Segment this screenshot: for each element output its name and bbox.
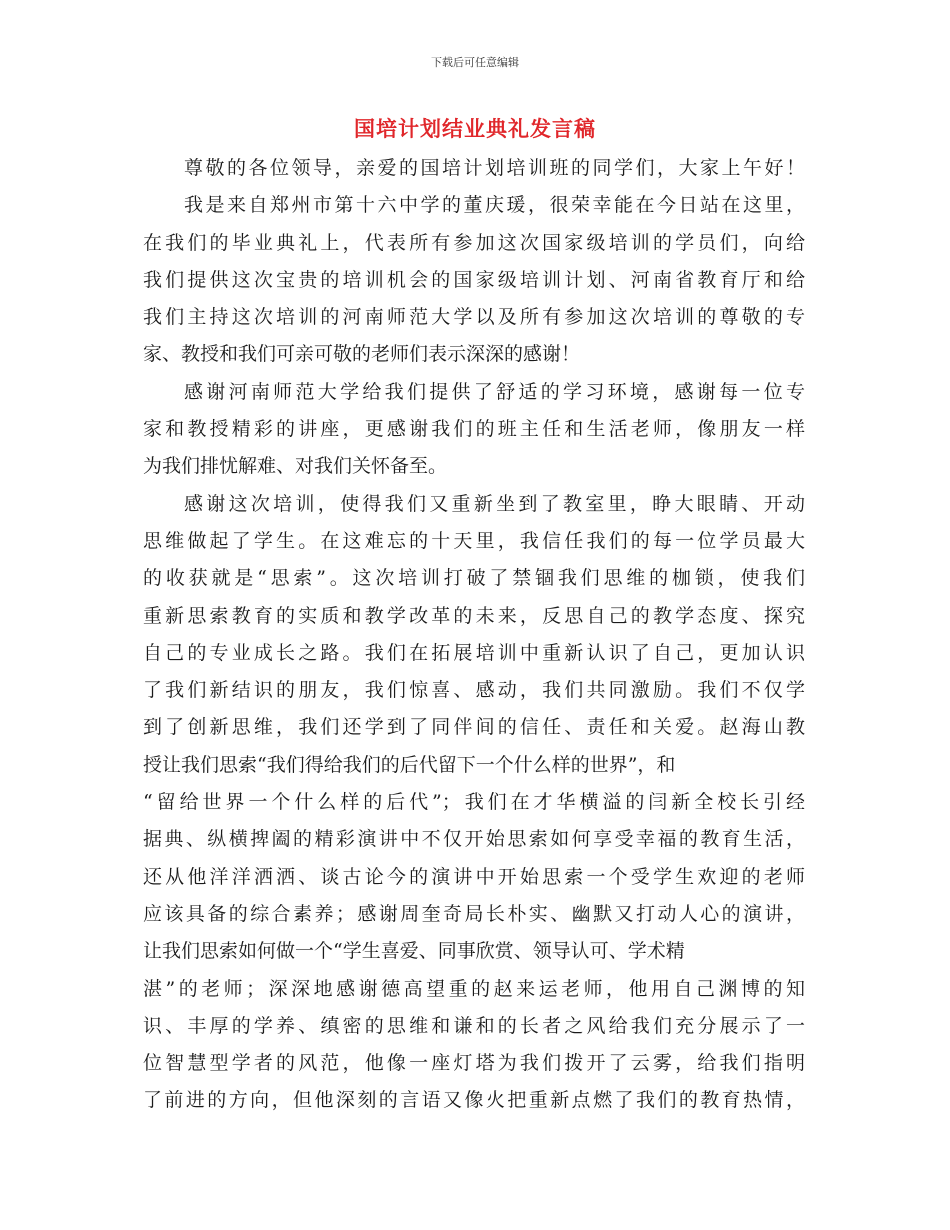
text-line: 的收获就是“思索”。这次培训打破了禁锢我们思维的枷锁，使我们 [143,567,805,590]
text-line: 自己的专业成长之路。我们在拓展培训中重新认识了自己，更加认识 [143,641,805,664]
text-line: 我们提供这次宝贵的培训机会的国家级培训计划、河南省教育厅和给 [143,268,805,291]
text-line: 在我们的毕业典礼上，代表所有参加这次国家级培训的学员们，向给 [143,231,805,254]
text-line: 识、丰厚的学养、缜密的思维和谦和的长者之风给我们充分展示了一 [143,1014,805,1037]
text-line: 应该具备的综合素养；感谢周奎奇局长朴实、幽默又打动人心的演讲， [143,902,805,925]
text-line: 湛”的老师；深深地感谢德高望重的赵来运老师，他用自己渊博的知 [143,977,805,1000]
text-line: “留给世界一个什么样的后代”；我们在才华横溢的闫新全校长引经 [143,791,805,814]
page-title: 国培计划结业典礼发言稿 [354,116,596,141]
text-line: 位智慧型学者的风范，他像一座灯塔为我们拨开了云雾，给我们指明 [143,1052,805,1075]
text-line: 重新思索教育的实质和教学改革的未来，反思自己的教学态度、探究 [143,604,805,627]
text-line: 感谢这次培训，使得我们又重新坐到了教室里，睁大眼睛、开动 [184,492,805,515]
text-line: 我们主持这次培训的河南师范大学以及所有参加这次培训的尊敬的专 [143,306,805,329]
body-text [143,150,805,1120]
text-line: 还从他洋洋洒洒、谈古论今的演讲中开始思索一个受学生欢迎的老师 [143,865,805,888]
text-line: 据典、纵横捭阖的精彩演讲中不仅开始思索如何享受幸福的教育生活， [143,828,805,851]
text-line: 感谢河南师范大学给我们提供了舒适的学习环境，感谢每一位专 [184,380,805,403]
header-note: 下载后可任意编辑 [431,56,519,69]
text-line: 了我们新结识的朋友，我们惊喜、感动，我们共同激励。我们不仅学 [143,679,805,702]
text-line: 思维做起了学生。在这难忘的十天里，我信任我们的每一位学员最大 [143,529,805,552]
text-line: 让我们思索如何做一个“学生喜爱、同事欣赏、领导认可、学术精 [143,940,685,963]
text-line: 我是来自郑州市第十六中学的董庆瑗，很荣幸能在今日站在这里， [184,194,805,217]
text-line: 尊敬的各位领导，亲爱的国培计划培训班的同学们，大家上午好！ [184,157,805,179]
text-line: 了前进的方向，但他深刻的言语又像火把重新点燃了我们的教育热情， [143,1089,805,1112]
text-line: 授让我们思索“我们得给我们的后代留下一个什么样的世界”，和 [143,753,676,776]
text-line: 到了创新思维，我们还学到了同伴间的信任、责任和关爱。赵海山教 [143,716,805,739]
text-line: 家、教授和我们可亲可敬的老师们表示深深的感谢！ [143,343,581,366]
text-line: 家和教授精彩的讲座，更感谢我们的班主任和生活老师，像朋友一样 [143,418,805,441]
text-line: 为我们排忧解难、对我们关怀备至。 [143,455,448,478]
